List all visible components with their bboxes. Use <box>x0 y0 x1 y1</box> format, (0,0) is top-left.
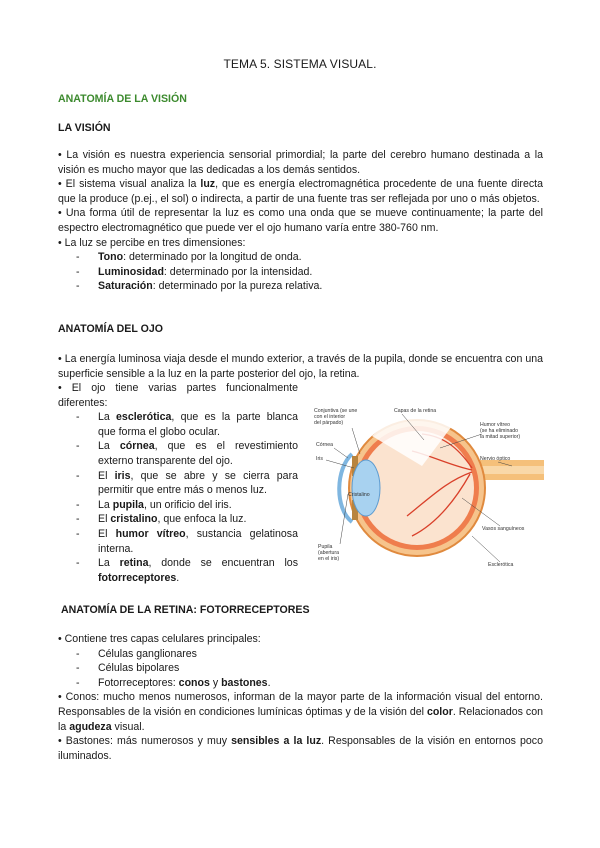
bold-term: iris <box>114 469 131 482</box>
label-humor-vitreo-3: la mitad superior) <box>480 434 521 440</box>
ojo-paragraph-2: • El ojo tiene varias partes funcionalmente diferentes: <box>58 382 298 409</box>
retina-layers-list <box>58 647 543 691</box>
label-humor-vitreo-2: (se ha eliminado <box>480 428 519 434</box>
text-span: El <box>98 469 115 482</box>
conos-paragraph <box>58 690 543 734</box>
list-item <box>76 527 298 556</box>
bold-term-luz: luz <box>200 178 216 191</box>
text-span: , que se abre y se cierra para permitir que entre más o menos luz. <box>98 469 298 497</box>
text-span: La <box>98 557 120 570</box>
vision-paragraph-2 <box>58 177 543 206</box>
bold-term: retina <box>119 557 149 570</box>
bold-term: Luminosidad <box>98 265 164 278</box>
la-vision-text <box>58 148 543 294</box>
retina-paragraph-1: • Contiene tres capas celulares principales: <box>58 633 261 645</box>
bold-term: pupila <box>112 498 144 511</box>
label-esclerotica: Esclerótica <box>488 562 514 568</box>
label-iris: Iris <box>316 456 323 462</box>
text-span: y <box>209 676 222 689</box>
bold-term-conos: conos <box>178 676 210 689</box>
bold-term-bastones: bastones <box>221 676 268 689</box>
label-capas-retina: Capas de la retina <box>394 408 437 414</box>
section-heading-retina: ANATOMÍA DE LA RETINA: FOTORRECEPTORES <box>61 604 310 616</box>
bold-term-agudeza: agudeza <box>69 720 112 733</box>
list-item <box>76 439 298 468</box>
vision-paragraph-4: • La luz se percibe en tres dimensiones: <box>58 236 246 249</box>
list-item <box>76 265 543 280</box>
vision-paragraph-3: • Una forma útil de representar la luz es como una onda que se mueve continuamente; la parte del espectro electromagnético que puede ver el ojo humano varía entre 380-760 nm. <box>58 207 543 234</box>
text-span: , sustancia gelatinosa interna. <box>98 527 298 555</box>
text-span: : determinado por la intensidad. <box>163 265 313 278</box>
bold-term: humor vítreo <box>115 527 186 540</box>
lens-shape <box>352 460 380 516</box>
text-span: La <box>98 440 120 453</box>
list-item <box>76 279 543 294</box>
section-heading-anatomia-ojo: ANATOMÍA DEL OJO <box>58 323 163 335</box>
bold-term-color: color <box>426 705 453 718</box>
bold-term: fotorreceptores <box>98 571 177 584</box>
text-span: Fotorreceptores: <box>98 676 179 689</box>
text-span: , que enfoca la luz. <box>157 513 247 526</box>
eye-anatomy-diagram <box>312 396 544 576</box>
label-pupila-2: (abertura <box>318 550 340 556</box>
text-span: , que es energía electromagnética procedente de una fuente directa que la produce (p.ej., el sol) o indirecta, a partir de una fuente tras ser reflejada por uno o más objetos. <box>58 178 543 205</box>
label-nervio-optico: Nervio óptico <box>480 456 511 462</box>
label-conjuntiva-1: Conjuntiva (se une <box>314 408 358 414</box>
label-vasos: Vasos sanguíneos <box>482 526 525 532</box>
text-span: : determinado por la longitud de onda. <box>123 251 302 264</box>
text-span: La <box>98 498 113 511</box>
page-title: TEMA 5. SISTEMA VISUAL. <box>223 57 377 71</box>
leader-line <box>352 428 360 454</box>
label-pupila-3: en el iris) <box>318 556 340 562</box>
list-item: - Células ganglionares <box>76 647 543 662</box>
label-conjuntiva-2: con el interior <box>314 414 346 420</box>
bold-term: Saturación <box>98 280 153 293</box>
label-pupila-1: Pupila <box>318 544 333 550</box>
text-span: , donde se encuentran los <box>148 557 298 570</box>
ojo-paragraph-1: • La energía luminosa viaja desde el mundo exterior, a través de la pupila, donde se encuentra con una superficie sensible a la luz en la parte posterior del ojo, la retina. <box>58 353 543 380</box>
leader-line <box>334 448 348 458</box>
text-span: . Responsables de la visión en entornos poco iluminados. <box>58 735 543 762</box>
label-cornea: Córnea <box>316 442 334 448</box>
section-heading-la-vision: LA VISIÓN <box>58 122 111 134</box>
bold-term: córnea <box>119 440 155 453</box>
list-item <box>76 676 543 691</box>
text-span: , que es el revestimiento externo transparente del ojo. <box>98 440 298 467</box>
text-span: . Relacionados con la <box>58 705 543 733</box>
list-item <box>76 250 543 265</box>
leader-line <box>326 460 354 468</box>
label-humor-vitreo-1: Humor vítreo <box>480 422 510 428</box>
list-item <box>76 469 298 498</box>
bold-term: esclerótica <box>116 411 172 424</box>
text-span: El <box>98 527 116 540</box>
dimensions-list <box>58 250 543 294</box>
eye-parts-list <box>58 410 298 585</box>
text-span: • El sistema visual analiza la <box>58 178 201 191</box>
bold-term: Tono <box>98 251 124 264</box>
text-span: . <box>176 571 180 584</box>
list-item: - Células bipolares <box>76 661 543 676</box>
eye-parts-column <box>58 381 298 585</box>
bastones-paragraph <box>58 734 543 763</box>
anatomia-ojo-intro <box>58 352 543 381</box>
text-span: : determinado por la pureza relativa. <box>152 280 323 293</box>
bold-term: cristalino <box>110 513 158 526</box>
text-span: . <box>267 676 271 689</box>
leader-line <box>472 536 500 562</box>
text-span: • Bastones: más numerosos y muy <box>58 735 232 748</box>
bold-term-sensibles: sensibles a la luz <box>231 735 322 748</box>
text-span: El <box>98 513 111 526</box>
list-item <box>76 498 298 513</box>
text-span: La <box>98 411 117 424</box>
list-item <box>76 410 298 439</box>
label-conjuntiva-3: del párpado) <box>314 420 344 426</box>
text-span: visual. <box>111 720 145 733</box>
retina-text <box>58 632 543 763</box>
list-item <box>76 512 298 527</box>
text-span: , un orificio del iris. <box>143 498 232 511</box>
label-cristalino: Cristalino <box>348 492 370 498</box>
vision-paragraph-1: • La visión es nuestra experiencia sensorial primordial; la parte del cerebro humano destinada a la visión es mucho mayor que las dedicadas a los demás sentidos. <box>58 149 543 176</box>
text-span: • Conos: mucho menos numerosos, informan de la mayor parte de la información visual del entorno. Responsables de la visión en condiciones lumínicas óptimas y de la visión del <box>58 691 543 718</box>
text-span: , que es la parte blanca que forma el globo ocular. <box>98 411 298 438</box>
list-item <box>76 556 298 585</box>
section-heading-anatomia-vision: ANATOMÍA DE LA VISIÓN <box>58 93 187 105</box>
